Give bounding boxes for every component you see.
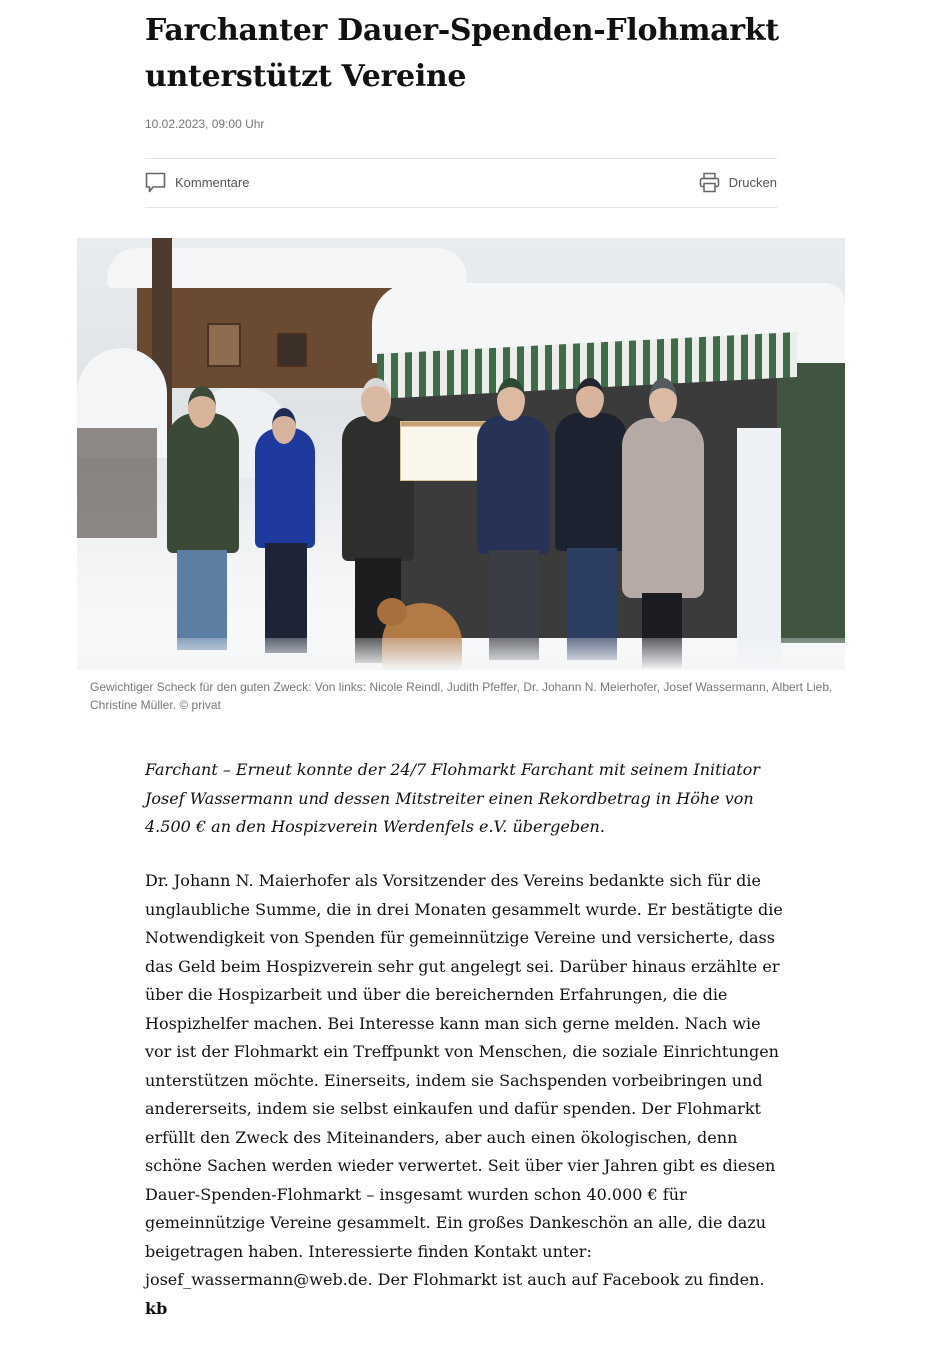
- printer-icon: [699, 172, 720, 193]
- article-body-text: Dr. Johann N. Maierhofer als Vorsitzender des Vereins bedankte sich für die unglaubliche Summe, die in drei Monaten gesammelt wurde. Er bestätigte die Notwendigkeit von Spenden für gemeinnützige Vereine und versicherte, dass das Geld beim Hospizverein sehr gut angelegt sei. Darüber hinaus erzählte er über die Hospizarbeit und über die bereichernden Erfahrungen, die die Hospizhelfer machen. Bei Interesse kann man sich gerne melden. Nach wie vor ist der Flohmarkt ein Treffpunkt von Menschen, die soziale Einrichtungen unterstützen möchte. Einerseits, indem sie Sachspenden vorbeibringen und andererseits, indem sie selbst einkaufen und dafür spenden. Der Flohmarkt erfüllt den Zweck des Miteinanders, aber auch einen ökologischen, denn schöne Sachen werden wieder verwertet. Seit über vier Jahren gibt es diesen Dauer-Spenden-Flohmarkt – insgesamt wurden schon 40.000 € für gemeinnützige Vereine gesammelt. Ein großes Dankeschön an alle, die dazu beigetragen haben. Interessierte finden Kontakt unter: josef_wassermann@web.de. Der Flohmarkt ist auch auf Facebook zu finden.: [145, 871, 783, 1289]
- photo-window: [277, 333, 307, 367]
- photo-sign-board: [737, 428, 781, 668]
- photo-person-6-head: [649, 378, 677, 422]
- photo-person-4: [477, 416, 549, 554]
- photo-person-5-head: [576, 378, 604, 418]
- photo-caption: Gewichtiger Scheck für den guten Zweck: Von links: Nicole Reindl, Judith Pfeffer, Dr. Johann N. Meierhofer, Josef Wassermann, Albert Lieb, Christine Müller. © privat: [90, 680, 833, 712]
- author-initials: kb: [145, 1298, 168, 1318]
- photo-person-6: [622, 418, 704, 598]
- speech-bubble-icon: [145, 172, 166, 193]
- article-title: Farchanter Dauer-Spenden-Flohmarkt unterstützt Vereine: [145, 13, 779, 94]
- photo-window: [207, 323, 241, 367]
- photo-stall-wall: [777, 353, 845, 643]
- article-action-bar: [145, 158, 777, 208]
- photo-person-2: [255, 428, 315, 548]
- photo-hedge: [77, 428, 157, 538]
- photo-person-5: [555, 413, 627, 551]
- article-lead: Farchant – Erneut konnte der 24/7 Flohmarkt Farchant mit seinem Initiator Josef Wassermann und dessen Mitstreiter einen Rekordbetrag in Höhe von 4.500 € an den Hospizverein Werdenfels e.V. übergeben.: [145, 760, 760, 836]
- comments-button[interactable]: [145, 172, 249, 193]
- photo-person-4-head: [497, 378, 525, 421]
- photo-person-1-head: [188, 386, 216, 428]
- publish-date: 10.02.2023, 09:00 Uhr: [145, 117, 265, 131]
- photo-person-1: [167, 413, 239, 553]
- photo-check: [400, 421, 486, 481]
- article-body: [145, 867, 785, 1323]
- photo-person-2-head: [272, 408, 296, 444]
- article-photo: [77, 238, 845, 670]
- comments-label: Kommentare: [175, 175, 250, 190]
- photo-person-3-head: [361, 378, 391, 422]
- photo-person-1-legs: [177, 550, 227, 650]
- print-label: Drucken: [728, 175, 777, 190]
- print-button[interactable]: [699, 172, 777, 193]
- photo-dog-head: [377, 598, 407, 626]
- photo-snow-ground: [77, 638, 845, 670]
- photo-person-2-legs: [265, 543, 307, 653]
